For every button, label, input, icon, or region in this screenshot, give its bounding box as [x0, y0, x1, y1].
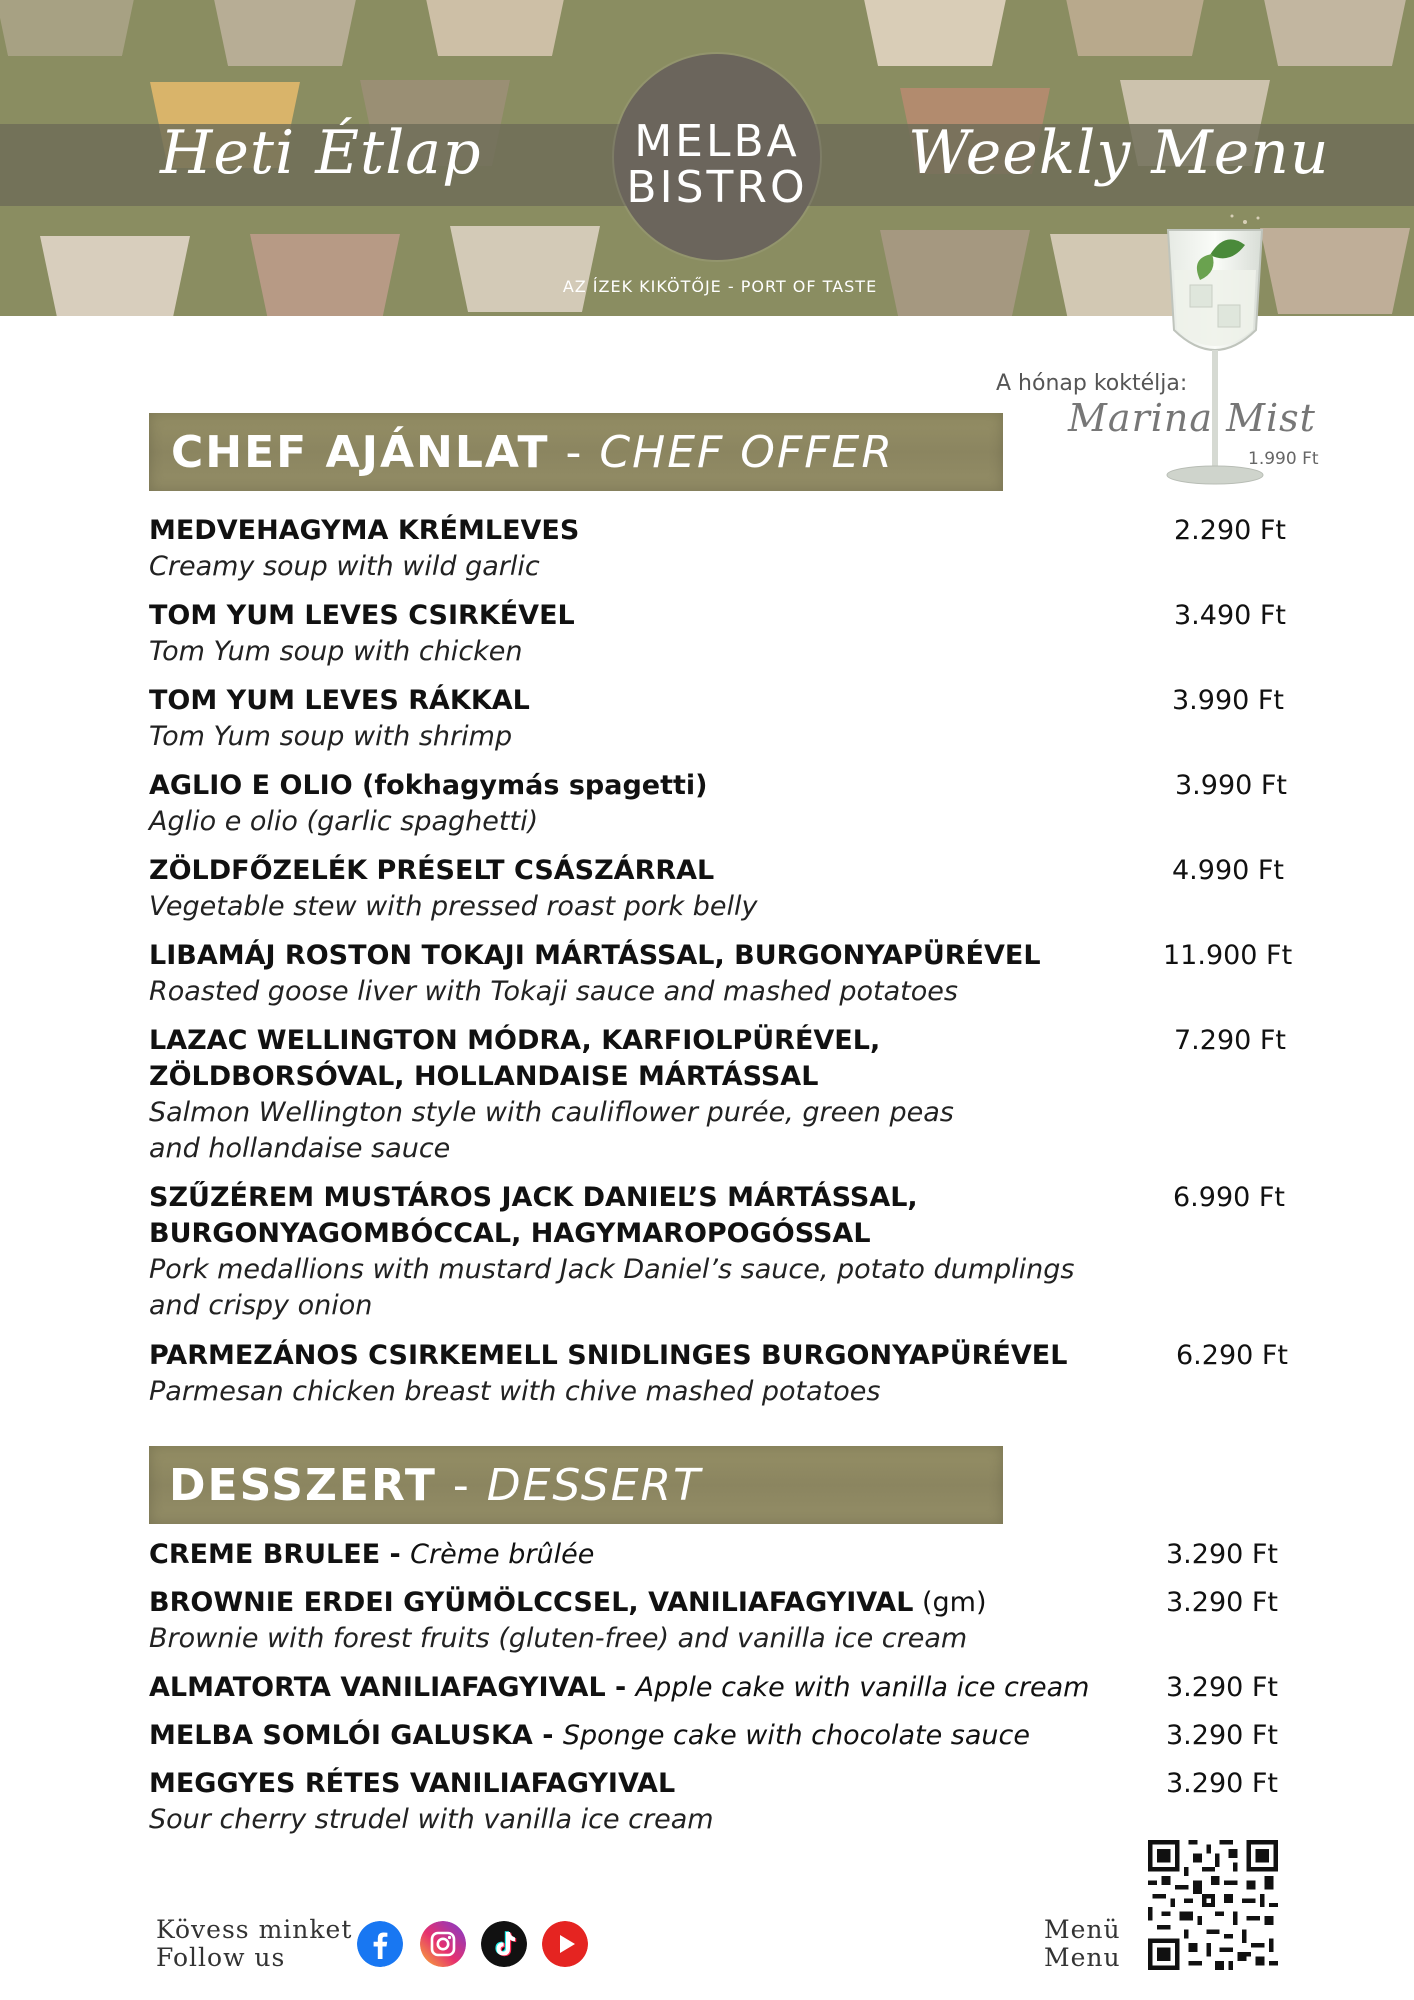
- menu-en: Menu: [1044, 1943, 1121, 1972]
- item-price: 3.290 Ft: [1166, 1672, 1278, 1703]
- facebook-icon[interactable]: [357, 1921, 403, 1967]
- wall-tile: [420, 0, 570, 56]
- youtube-icon[interactable]: [542, 1921, 588, 1967]
- item-name-text: MELBA SOMLÓI GALUSKA: [149, 1720, 533, 1751]
- menu-item: [149, 1338, 1289, 1410]
- qr-code[interactable]: [1148, 1840, 1278, 1970]
- item-description: Pork medallions with mustard Jack Daniel’s sauce, potato dumplings: [149, 1254, 1075, 1285]
- cocktail-label: A hónap koktélja:: [996, 371, 1188, 396]
- chef-title-en: CHEF OFFER: [599, 427, 894, 478]
- follow-us-label: [156, 1916, 352, 1972]
- item-name: ZÖLDFŐZELÉK PRÉSELT CSÁSZÁRRAL: [149, 855, 715, 886]
- dessert-item: [149, 1718, 1289, 1754]
- item-name: AGLIO E OLIO (fokhagymás spagetti): [149, 770, 708, 801]
- logo: [614, 54, 820, 260]
- item-price: 3.290 Ft: [1166, 1587, 1278, 1618]
- item-name: SZŰZÉREM MUSTÁROS JACK DANIEL’S MÁRTÁSSAL,: [149, 1182, 918, 1213]
- item-inline-description: Crème brûlée: [410, 1539, 595, 1570]
- item-name: MEDVEHAGYMA KRÉMLEVES: [149, 515, 580, 546]
- title-en: Weekly Menu: [908, 118, 1330, 188]
- dessert-section-title: [169, 1460, 702, 1511]
- item-name: TOM YUM LEVES CSIRKÉVEL: [149, 600, 575, 631]
- chef-section-header: [149, 413, 1003, 491]
- item-description: Roasted goose liver with Tokaji sauce and mashed potatoes: [149, 976, 958, 1007]
- menu-item: [149, 598, 1289, 670]
- item-price: 6.990 Ft: [1173, 1182, 1285, 1213]
- item-description: Tom Yum soup with chicken: [149, 636, 523, 667]
- menu-hu: Menü: [1044, 1915, 1121, 1944]
- menu-item: [149, 1180, 1289, 1324]
- chef-title-separator: -: [549, 427, 600, 478]
- follow-hu: Kövess minket: [156, 1915, 353, 1944]
- follow-en: Follow us: [156, 1943, 286, 1972]
- dessert-title-hu: DESSZERT: [169, 1460, 437, 1511]
- dessert-item: [149, 1585, 1289, 1657]
- menu-item: [149, 768, 1289, 840]
- item-price: 3.290 Ft: [1166, 1720, 1278, 1751]
- item-description: and crispy onion: [149, 1290, 373, 1321]
- item-price: 6.290 Ft: [1176, 1340, 1288, 1371]
- tagline: AZ ÍZEK KIKÖTŐJE - PORT OF TASTE: [562, 277, 878, 296]
- item-description: Creamy soup with wild garlic: [149, 551, 540, 582]
- item-inline-description: Apple cake with vanilla ice cream: [635, 1672, 1090, 1703]
- menu-item: [149, 513, 1289, 585]
- cocktail-price: 1.990 Ft: [1248, 449, 1319, 469]
- menu-item: [149, 1023, 1289, 1167]
- item-description: and hollandaise sauce: [149, 1133, 451, 1164]
- item-name: LIBAMÁJ ROSTON TOKAJI MÁRTÁSSAL, BURGONYAPÜRÉVEL: [149, 940, 1041, 971]
- item-separator: -: [605, 1672, 636, 1703]
- item-price: 3.990 Ft: [1175, 770, 1287, 801]
- item-name: [149, 1537, 1289, 1573]
- wall-tile: [250, 234, 400, 316]
- item-price: 3.490 Ft: [1174, 600, 1286, 631]
- menu-item: [149, 853, 1289, 925]
- item-price: 3.290 Ft: [1166, 1539, 1278, 1570]
- wall-tile: [450, 226, 600, 312]
- item-name: TOM YUM LEVES RÁKKAL: [149, 685, 530, 716]
- wall-tile: [40, 236, 190, 316]
- dessert-item: [149, 1537, 1289, 1573]
- item-description: Vegetable stew with pressed roast pork belly: [149, 891, 758, 922]
- item-description: Brownie with forest fruits (gluten-free) and vanilla ice cream: [149, 1623, 968, 1654]
- item-name: ZÖLDBORSÓVAL, HOLLANDAISE MÁRTÁSSAL: [149, 1061, 819, 1092]
- dessert-item: [149, 1670, 1289, 1706]
- item-price: 7.290 Ft: [1174, 1025, 1286, 1056]
- item-name: BURGONYAGOMBÓCCAL, HAGYMAROPOGÓSSAL: [149, 1218, 871, 1249]
- item-description: Aglio e olio (garlic spaghetti): [149, 806, 539, 837]
- wall-tile: [210, 0, 360, 66]
- cocktail-name: Marina Mist: [1068, 396, 1316, 440]
- wall-tile: [1260, 0, 1410, 66]
- item-name-text: ALMATORTA VANILIAFAGYIVAL: [149, 1672, 606, 1703]
- item-name: [149, 1718, 1289, 1754]
- item-name-text: BROWNIE ERDEI GYÜMÖLCCSEL, VANILIAFAGYIVAL: [149, 1587, 914, 1618]
- logo-line-2: BISTRO: [626, 162, 808, 213]
- wall-tile: [0, 0, 140, 56]
- chef-title-hu: CHEF AJÁNLAT: [171, 427, 550, 478]
- logo-line-1: MELBA: [634, 116, 800, 167]
- item-separator: -: [532, 1720, 563, 1751]
- item-description: Sour cherry strudel with vanilla ice cream: [149, 1804, 714, 1835]
- item-name: [149, 1585, 1289, 1621]
- item-separator: -: [380, 1539, 411, 1570]
- item-name-text: CREME BRULEE: [149, 1539, 381, 1570]
- wall-tile: [860, 0, 1010, 66]
- item-price: 11.900 Ft: [1163, 940, 1293, 971]
- item-description: Parmesan chicken breast with chive mashed potatoes: [149, 1376, 881, 1407]
- dessert-section-header: [149, 1446, 1003, 1524]
- dessert-title-en: DESSERT: [486, 1460, 702, 1511]
- wall-tile: [880, 230, 1030, 316]
- dessert-item: [149, 1766, 1289, 1838]
- tiktok-icon[interactable]: [481, 1921, 527, 1967]
- item-name-suffix: (gm): [913, 1587, 987, 1618]
- menu-label: [1044, 1916, 1121, 1972]
- menu-item: [149, 683, 1289, 755]
- item-price: 3.290 Ft: [1166, 1768, 1278, 1799]
- menu-item: [149, 938, 1293, 1010]
- item-price: 2.290 Ft: [1174, 515, 1286, 546]
- item-price: 3.990 Ft: [1172, 685, 1284, 716]
- item-name: PARMEZÁNOS CSIRKEMELL SNIDLINGES BURGONYAPÜRÉVEL: [149, 1340, 1068, 1371]
- item-name: LAZAC WELLINGTON MÓDRA, KARFIOLPÜRÉVEL,: [149, 1025, 881, 1056]
- chef-section-title: [171, 427, 894, 478]
- item-description: Salmon Wellington style with cauliflower purée, green peas: [149, 1097, 954, 1128]
- item-name: [149, 1670, 1289, 1706]
- item-price: 4.990 Ft: [1172, 855, 1284, 886]
- item-name: MEGGYES RÉTES VANILIAFAGYIVAL: [149, 1768, 676, 1799]
- instagram-icon[interactable]: [420, 1921, 466, 1967]
- wall-tile: [1060, 0, 1210, 56]
- dessert-title-separator: -: [436, 1460, 487, 1511]
- item-description: Tom Yum soup with shrimp: [149, 721, 513, 752]
- title-hu: Heti Étlap: [160, 118, 482, 188]
- item-inline-description: Sponge cake with chocolate sauce: [562, 1720, 1030, 1751]
